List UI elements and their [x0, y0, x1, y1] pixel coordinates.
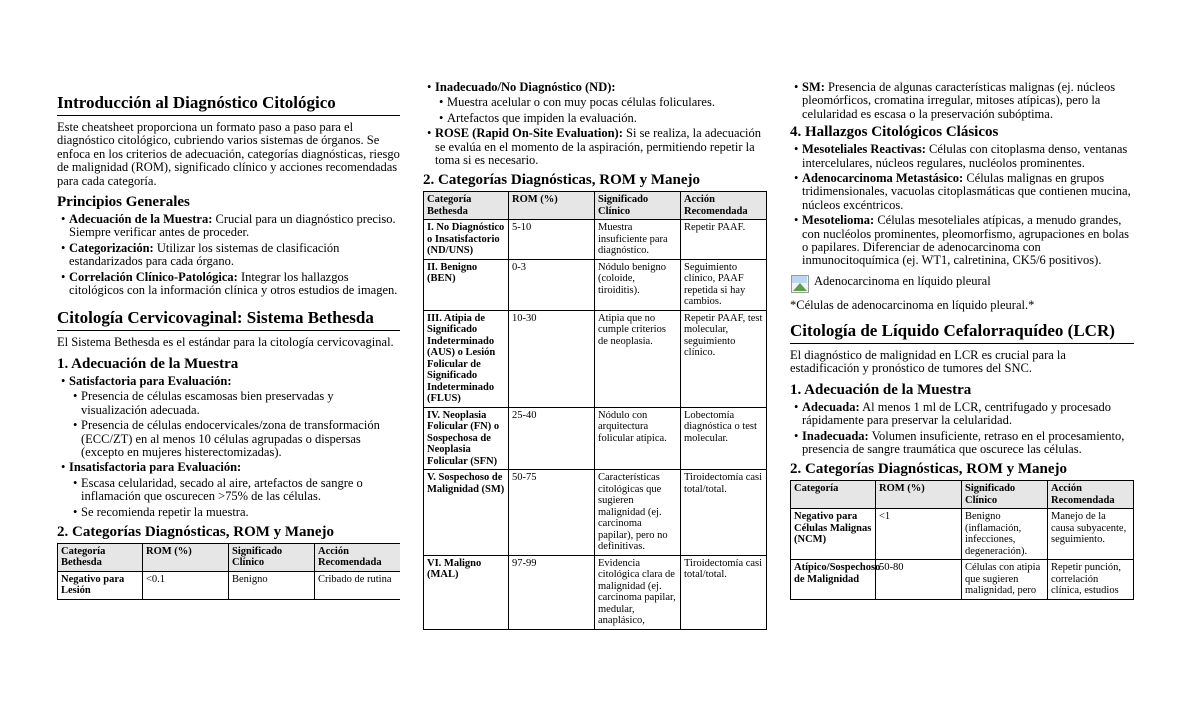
broken-image: [790, 274, 1134, 298]
list-item: • Adecuada: Al menos 1 ml de LCR, centrifugado y procesado rápidamente para preservar la celularidad.: [790, 401, 1134, 428]
table-cell: II. Benigno (BEN): [424, 259, 509, 310]
list-item: • Adecuación de la Muestra: Crucial para un diagnóstico preciso. Siempre verificar antes de proceder.: [57, 213, 400, 240]
table-header: Categoría Bethesda: [424, 192, 509, 220]
table-header: Significado Clínico: [962, 481, 1048, 509]
table-cell: V. Sospechoso de Malignidad (SM): [424, 470, 509, 556]
table-header-row: [791, 481, 1134, 509]
lcr-adequacy-list: [790, 401, 1134, 457]
list-item: • Categorización: Utilizar los sistemas de clasificación estandarizados para cada órgano.: [57, 242, 400, 269]
column-3: [790, 0, 1134, 707]
table-cell: Muestra insuficiente para diagnóstico.: [595, 220, 681, 260]
table-row: [424, 555, 767, 629]
column-2: [423, 0, 767, 707]
table-header: ROM (%): [876, 481, 962, 509]
table-header: Acción Recomendada: [315, 543, 401, 571]
table-cell: VI. Maligno (MAL): [424, 555, 509, 629]
table-row: [424, 220, 767, 260]
table-cell: 25-40: [509, 407, 595, 470]
table-row: [424, 407, 767, 470]
table-cell: I. No Diagnóstico o Insatisfactorio (ND/UNS): [424, 220, 509, 260]
list-item: • Presencia de células endocervicales/zona de transformación (ECC/ZT) en al menos 10 células agrupadas o dispersas (excepto en mujeres histerectomizadas).: [57, 419, 400, 459]
table-cell: 0-3: [509, 259, 595, 310]
list-item: • Muestra acelular o con muy pocas células foliculares.: [423, 96, 767, 109]
table-row: [791, 509, 1134, 560]
categories-title: 2. Categorías Diagnósticas, ROM y Manejo: [423, 172, 701, 189]
table-header: Categoría Bethesda: [58, 543, 143, 571]
list-item: • Presencia de células escamosas bien preservadas y visualización adecuada.: [57, 390, 400, 417]
table-cell: Tiroidectomía casi total/total.: [681, 470, 767, 556]
table-row: [58, 571, 401, 599]
table-cell: Repetir PAAF, test molecular, seguimiento clínico.: [681, 310, 767, 407]
inadequate-list: [423, 81, 767, 167]
table-cell: 50-80: [876, 560, 962, 600]
table-cell: Nódulo con arquitectura folicular atípica.: [595, 407, 681, 470]
table-row: [424, 310, 767, 407]
lcr-table: [790, 480, 1134, 600]
table-cell: Atipia que no cumple criterios de neoplasia.: [595, 310, 681, 407]
table-cell: Evidencia citológica clara de malignidad (ej. carcinoma papilar, medular, anaplásico,: [595, 555, 681, 629]
table-header: Categoría: [791, 481, 876, 509]
list-item: • Mesotelioma: Células mesoteliales atípicas, a menudo grandes, con nucléolos prominentes, pleomorfismo, agrupaciones en bolas o papilares. Diferenciar de adenocarcinoma con inmunocitoquímica (ej. WT1, calretinina, CK5/6 positivos).: [790, 214, 1134, 268]
lcr-text: El diagnóstico de malignidad en LCR es crucial para la estadificación y pronóstico de tumores del SNC.: [790, 347, 1066, 376]
table-row: [791, 560, 1134, 600]
table-cell: Nódulo benigno (coloide, tiroiditis).: [595, 259, 681, 310]
image-alt-text: Adenocarcinoma en líquido pleural: [814, 273, 991, 288]
table-cell: III. Atipia de Significado Indeterminado (AUS) o Lesión Folicular de Significado Indeterminado (FLUS): [424, 310, 509, 407]
list-item: • Mesoteliales Reactivas: Células con citoplasma denso, ventanas intercelulares, núcleos regulares, nucléolos prominentes.: [790, 143, 1134, 170]
categories-title: 2. Categorías Diagnósticas, ROM y Manejo: [790, 461, 1068, 478]
table-cell: Características citológicas que sugieren malignidad (ej. carcinoma papilar), pero no definitivas.: [595, 470, 681, 556]
table-header-row: [424, 192, 767, 220]
table-cell: Benigno: [229, 571, 315, 599]
image-caption: *Células de adenocarcinoma en líquido pleural.*: [790, 297, 1035, 312]
table-header: Acción Recomendada: [1048, 481, 1134, 509]
bethesda-table: [57, 543, 400, 600]
table-header: Significado Clínico: [229, 543, 315, 571]
findings-title: 4. Hallazgos Citológicos Clásicos: [790, 124, 999, 141]
table-cell: 97-99: [509, 555, 595, 629]
broken-image-icon: [790, 274, 812, 298]
table-header-row: [58, 543, 401, 571]
adequacy-list: [57, 375, 400, 519]
intro-text: Este cheatsheet proporciona un formato paso a paso para el diagnóstico citológico, cubriendo varios sistemas de órganos. Se enfoca en los criterios de adecuación, categorías diagnósticas, riesgo de malignidad (ROM), significado clínico y acciones recomendadas para cada categoría.: [57, 120, 400, 188]
list-item: • SM: Presencia de algunas características malignas (ej. núcleos pleomórficos, cromatina irregular, mitoses atípicas), pero la celularidad es escasa o la preservación subóptima.: [790, 81, 1134, 121]
table-cell: Negativo para Lesión: [58, 571, 143, 599]
table-cell: Repetir PAAF.: [681, 220, 767, 260]
cervico-title: Citología Cervicovaginal: Sistema Bethesda: [57, 307, 400, 331]
table-row: [424, 470, 767, 556]
list-item: • Satisfactoria para Evaluación:: [57, 375, 400, 388]
table-header: ROM (%): [143, 543, 229, 571]
table-header: Acción Recomendada: [681, 192, 767, 220]
table-cell: 5-10: [509, 220, 595, 260]
table-cell: Células con atipia que sugieren malignidad, pero: [962, 560, 1048, 600]
table-cell: 10-30: [509, 310, 595, 407]
table-row: [424, 259, 767, 310]
list-item: • ROSE (Rapid On-Site Evaluation): Si se realiza, la adecuación se evalúa en el momento de la aspiración, permitiendo repetir la toma si es necesario.: [423, 127, 767, 167]
categories-title: 2. Categorías Diagnósticas, ROM y Manejo: [57, 523, 335, 540]
table-cell: 50-75: [509, 470, 595, 556]
table-cell: <1: [876, 509, 962, 560]
list-item: • Adenocarcinoma Metastásico: Células malignas en grupos tridimensionales, vacuolas citoplasmáticas que contienen mucina, núcleos excéntricos.: [790, 172, 1134, 212]
table-cell: Atípico/Sospechoso de Malignidad: [791, 560, 876, 600]
list-item: • Escasa celularidad, secado al aire, artefactos de sangre o inflamación que oscurecen >75% de las células.: [57, 477, 400, 504]
table-cell: Negativo para Células Malignas (NCM): [791, 509, 876, 560]
principles-list: [57, 213, 400, 297]
intro-title: Introducción al Diagnóstico Citológico: [57, 92, 400, 116]
table-cell: Seguimiento clínico, PAAF repetida si hay cambios.: [681, 259, 767, 310]
sm-list: [790, 81, 1134, 121]
bethesda-thyroid-table: [423, 191, 767, 630]
principles-title: Principios Generales: [57, 194, 190, 211]
cervico-text: El Sistema Bethesda es el estándar para la citología cervicovaginal.: [57, 335, 394, 350]
findings-list: [790, 143, 1134, 268]
adequacy-title: 1. Adecuación de la Muestra: [57, 355, 239, 372]
list-item: • Inadecuada: Volumen insuficiente, retraso en el procesamiento, presencia de sangre traumática que oscurece las células.: [790, 430, 1134, 457]
table-cell: Lobectomía diagnóstica o test molecular.: [681, 407, 767, 470]
table-cell: Tiroidectomía casi total/total.: [681, 555, 767, 629]
table-cell: Cribado de rutina: [315, 571, 401, 599]
table-header: ROM (%): [509, 192, 595, 220]
list-item: • Insatisfactoria para Evaluación:: [57, 461, 400, 474]
list-item: • Se recomienda repetir la muestra.: [57, 506, 400, 519]
table-cell: IV. Neoplasia Folicular (FN) o Sospechosa de Neoplasia Folicular (SFN): [424, 407, 509, 470]
lcr-title: Citología de Líquido Cefalorraquídeo (LCR): [790, 320, 1134, 344]
column-1: [57, 0, 400, 718]
list-item: • Inadecuado/No Diagnóstico (ND):: [423, 81, 767, 94]
adequacy-title: 1. Adecuación de la Muestra: [790, 381, 972, 398]
list-item: • Correlación Clínico-Patológica: Integrar los hallazgos citológicos con la información clínica y otros estudios de imagen.: [57, 271, 400, 298]
table-cell: <0.1: [143, 571, 229, 599]
table-cell: Repetir punción, correlación clínica, estudios: [1048, 560, 1134, 600]
table-header: Significado Clínico: [595, 192, 681, 220]
list-item: • Artefactos que impiden la evaluación.: [423, 112, 767, 125]
table-cell: Benigno (inflamación, infecciones, degeneración).: [962, 509, 1048, 560]
table-cell: Manejo de la causa subyacente, seguimiento.: [1048, 509, 1134, 560]
